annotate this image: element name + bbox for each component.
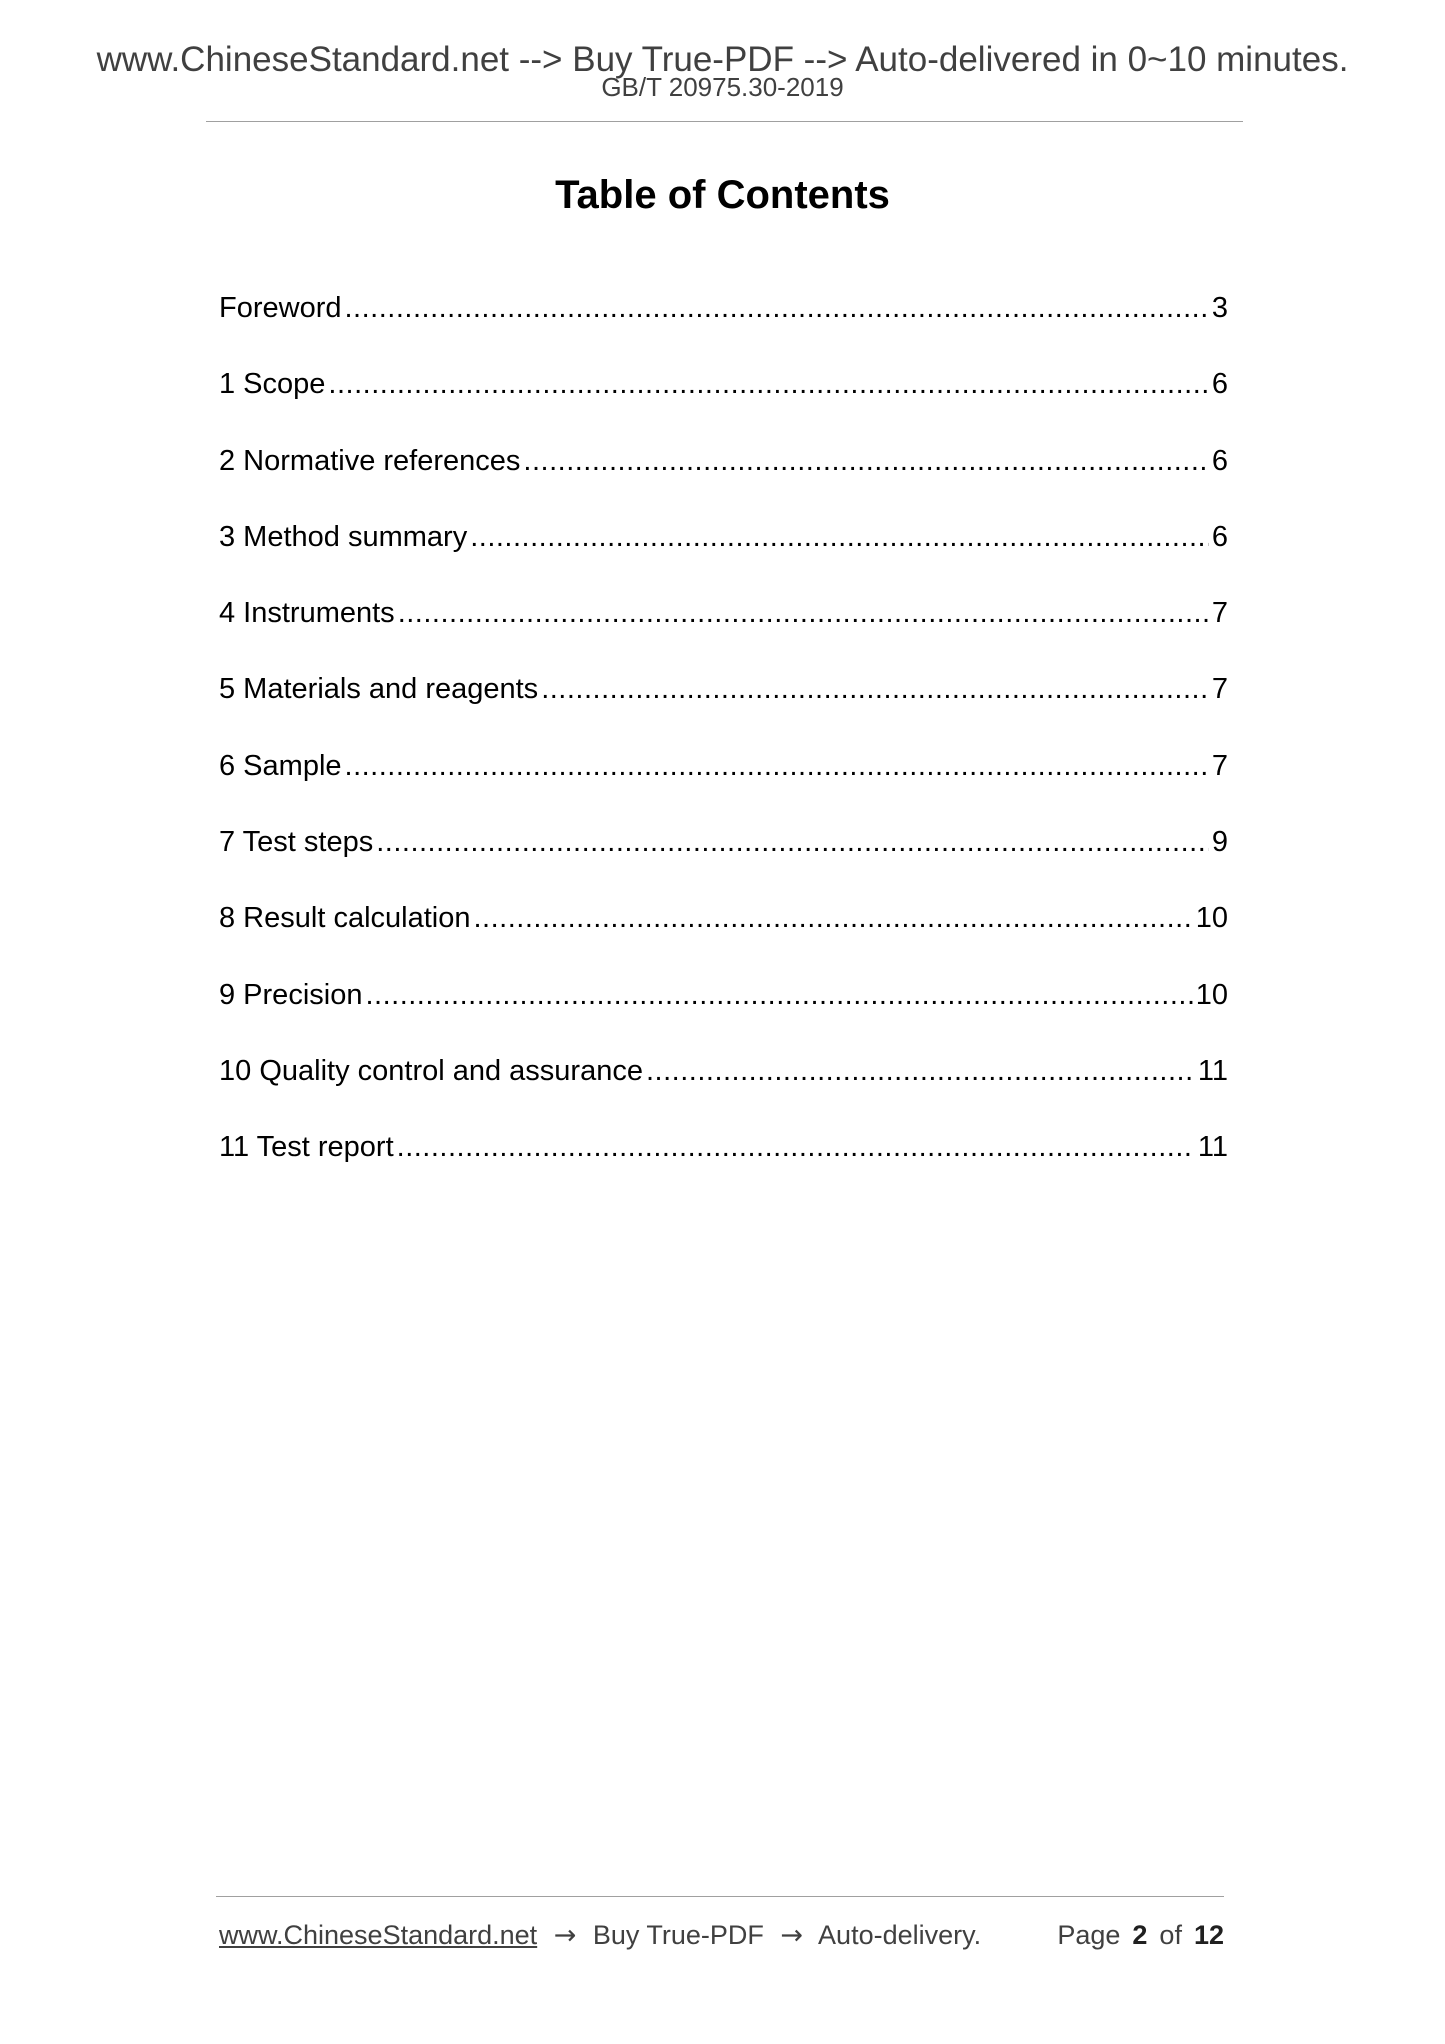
header-banner: www.ChineseStandard.net --> Buy True-PDF --> Auto-delivered in 0~10 minutes. <box>96 40 1349 79</box>
toc-entry-page: 6 <box>1211 444 1228 477</box>
dot-leader <box>397 1125 1195 1169</box>
page-title: Table of Contents <box>555 173 890 217</box>
toc-entry-page: 7 <box>1211 597 1228 630</box>
toc-entry-page: 10 <box>1195 978 1228 1011</box>
toc-entry-instruments[interactable] <box>219 591 1228 667</box>
toc-entry-label: 7 Test steps <box>219 826 374 859</box>
document-code: GB/T 20975.30-2019 <box>601 72 844 102</box>
footer-delivery-text: Auto-delivery. <box>818 1920 982 1950</box>
toc-entry-page: 11 <box>1197 1054 1228 1087</box>
toc-entry-label: 8 Result calculation <box>219 902 471 935</box>
table-of-contents <box>219 286 1228 1202</box>
toc-entry-result-calculation[interactable] <box>219 896 1228 972</box>
page-footer <box>219 1915 1224 1955</box>
dot-leader <box>398 591 1209 635</box>
dot-leader <box>541 667 1209 711</box>
toc-entry-label: 2 Normative references <box>219 444 521 477</box>
toc-entry-label: 1 Scope <box>219 368 326 401</box>
dot-leader <box>345 286 1209 330</box>
toc-entry-label: 5 Materials and reagents <box>219 673 539 706</box>
toc-entry-page: 7 <box>1211 749 1228 782</box>
dot-leader <box>473 896 1192 940</box>
footer-promo <box>219 1915 981 1956</box>
right-arrow-icon: → <box>553 1920 577 1951</box>
toc-entry-label: 3 Method summary <box>219 520 468 553</box>
toc-entry-label: 10 Quality control and assurance <box>219 1054 643 1087</box>
dot-leader <box>345 744 1209 788</box>
toc-entry-page: 11 <box>1197 1131 1228 1164</box>
toc-entry-page: 9 <box>1211 826 1228 859</box>
header-divider <box>206 121 1243 122</box>
toc-entry-method-summary[interactable] <box>219 515 1228 591</box>
dot-leader <box>328 362 1208 406</box>
toc-entry-page: 7 <box>1211 673 1228 706</box>
toc-entry-precision[interactable] <box>219 973 1228 1049</box>
toc-entry-page: 6 <box>1211 520 1228 553</box>
toc-entry-materials-and-reagents[interactable] <box>219 667 1228 743</box>
toc-entry-test-report[interactable] <box>219 1125 1228 1201</box>
toc-entry-label: Foreword <box>219 292 342 324</box>
toc-entry-label: 9 Precision <box>219 978 363 1011</box>
of-word: of <box>1159 1920 1182 1950</box>
footer-buy-text: Buy True-PDF <box>592 1920 764 1950</box>
dot-leader <box>646 1049 1195 1093</box>
page-word: Page <box>1057 1920 1121 1950</box>
footer-divider <box>216 1896 1224 1897</box>
right-arrow-icon: → <box>780 1920 804 1951</box>
toc-entry-foreword[interactable] <box>219 286 1228 362</box>
dot-leader <box>523 439 1208 483</box>
page-number <box>1057 1915 1224 1955</box>
toc-entry-label: 6 Sample <box>219 749 342 782</box>
toc-entry-sample[interactable] <box>219 744 1228 820</box>
toc-entry-page: 10 <box>1195 902 1228 935</box>
toc-entry-scope[interactable] <box>219 362 1228 438</box>
dot-leader <box>470 515 1209 559</box>
toc-entry-label: 11 Test report <box>219 1131 394 1164</box>
page-current: 2 <box>1132 1920 1148 1950</box>
toc-entry-quality-control[interactable] <box>219 1049 1228 1125</box>
toc-entry-normative-references[interactable] <box>219 439 1228 515</box>
toc-entry-page: 3 <box>1211 292 1228 324</box>
dot-leader <box>365 973 1192 1017</box>
toc-entry-label: 4 Instruments <box>219 597 395 630</box>
dot-leader <box>376 820 1209 864</box>
toc-entry-page: 6 <box>1211 368 1228 401</box>
toc-entry-test-steps[interactable] <box>219 820 1228 896</box>
footer-site-link[interactable]: www.ChineseStandard.net <box>219 1920 538 1950</box>
page-total: 12 <box>1193 1920 1224 1950</box>
